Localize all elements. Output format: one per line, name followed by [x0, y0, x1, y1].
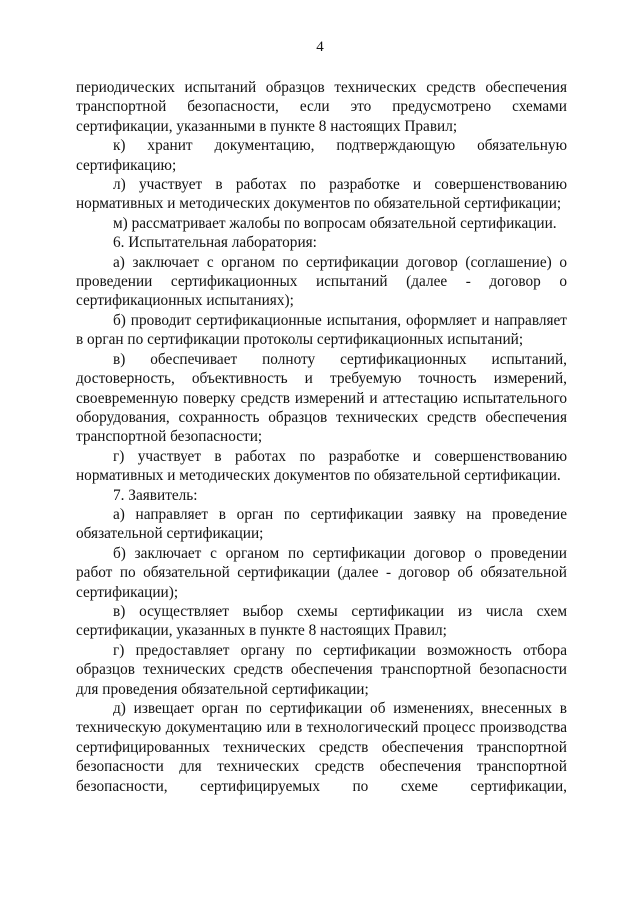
paragraph-7-b: б) заключает с органом по сертификации договор о проведении работ по обязательной сертификации (далее - договор об обязательной сертификации);: [76, 544, 567, 601]
paragraph-continuation: периодических испытаний образцов технических средств обеспечения транспортной безопасности, если это предусмотрено схемами сертификации, указанными в пункте 8 настоящих Правил;: [76, 79, 567, 135]
section-6-heading: 6. Испытательная лаборатория:: [113, 234, 317, 252]
paragraph-item-k: к) хранит документацию, подтверждающую обязательную сертификацию;: [76, 137, 567, 174]
paragraph-6-g: г) участвует в работах по разработке и совершенствованию нормативных и методических документов по обязательной сертификации.: [76, 447, 567, 485]
paragraph-6-v: в) обеспечивает полноту сертификационных испытаний, достоверность, объективность и требуемую точность измерений, своевременную поверку средств измерений и аттестацию испытательного оборудования, сохранность образцов технических средств обеспечения транспортной безопасности;: [76, 350, 567, 446]
paragraph-7-v: в) осуществляет выбор схемы сертификации из числа схем сертификации, указанных в пункте 8 настоящих Правил;: [76, 602, 567, 640]
paragraph-item-m: м) рассматривает жалобы по вопросам обязательной сертификации.: [113, 214, 557, 232]
paragraph-7-a: а) направляет в орган по сертификации заявку на проведение обязательной сертификации;: [76, 505, 567, 543]
page-number: 4: [316, 39, 324, 55]
document-body: [76, 78, 567, 796]
paragraph-7-d: д) извещает орган по сертификации об изменениях, внесенных в техническую документацию или в технологический процесс производства сертифицированных технических средств обеспечения транспортной безопасности для технических средств обеспечения транспортной безопасности, сертифицируемых по схеме сертификации,: [76, 700, 567, 795]
paragraph-7-g: г) предоставляет органу по сертификации возможность отбора образцов технических средств обеспечения транспортной безопасности для проведения обязательной сертификации;: [76, 641, 567, 698]
paragraph-6-b: б) проводит сертификационные испытания, оформляет и направляет в орган по сертификации протоколы сертификационных испытаний;: [76, 311, 567, 349]
paragraph-item-l: л) участвует в работах по разработке и совершенствованию нормативных и методических документов по обязательной сертификации;: [76, 176, 567, 213]
paragraph-6-a: а) заключает с органом по сертификации договор (соглашение) о проведении сертификационных испытаний (далее - договор о сертификационных испытаниях);: [76, 253, 567, 310]
section-7-heading: 7. Заявитель:: [113, 486, 198, 504]
